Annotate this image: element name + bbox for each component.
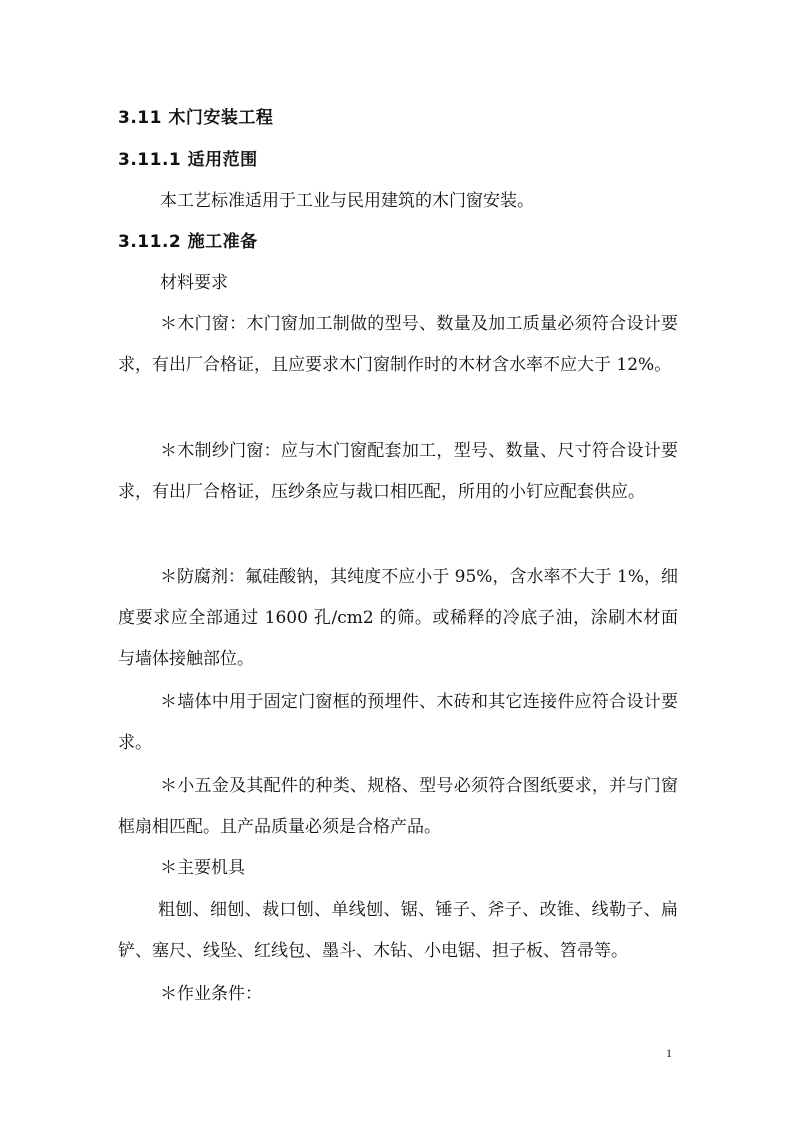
materials-label: 材料要求 [160, 273, 228, 293]
tools-text: 粗刨、细刨、裁口刨、单线刨、锯、锤子、斧子、改锥、线勒子、扁铲、塞尺、线坠、红线包、墨斗、木钻、小电锯、担子板、笤帚等。 [118, 900, 678, 961]
tools-label: ＊主要机具 [160, 858, 245, 878]
scope-text: 本工艺标准适用于工业与民用建筑的木门窗安装。 [160, 191, 534, 211]
prep-heading: 3.11.2 施工准备 [118, 232, 258, 252]
conditions-label: ＊作业条件： [160, 984, 262, 1004]
material-item-screen-windows: ＊木制纱门窗：应与木门窗配套加工，型号、数量、尺寸符合设计要求，有出厂合格证，压纱条应与裁口相匹配，所用的小钉应配套供应。 [118, 441, 678, 502]
material-item-hardware: ＊小五金及其配件的种类、规格、型号必须符合图纸要求，并与门窗框扇相匹配。且产品质量必须是合格产品。 [118, 776, 678, 837]
page-number: 1 [666, 1046, 672, 1060]
section-title: 3.11 木门安装工程 [118, 108, 274, 128]
material-item-wood-windows: ＊木门窗：木门窗加工制做的型号、数量及加工质量必须符合设计要求，有出厂合格证，且应要求木门窗制作时的木材含水率不应大于 12%。 [118, 314, 678, 375]
material-item-preservative: ＊防腐剂：氟硅酸钠，其纯度不应小于 95%，含水率不大于 1%，细度要求应全部通过 1600 孔/cm2 的筛。或稀释的冷底子油，涂刷木材面与墙体接触部位。 [118, 567, 678, 669]
material-item-embedded-parts: ＊墙体中用于固定门窗框的预埋件、木砖和其它连接件应符合设计要求。 [118, 692, 678, 753]
scope-heading: 3.11.1 适用范围 [118, 150, 258, 170]
